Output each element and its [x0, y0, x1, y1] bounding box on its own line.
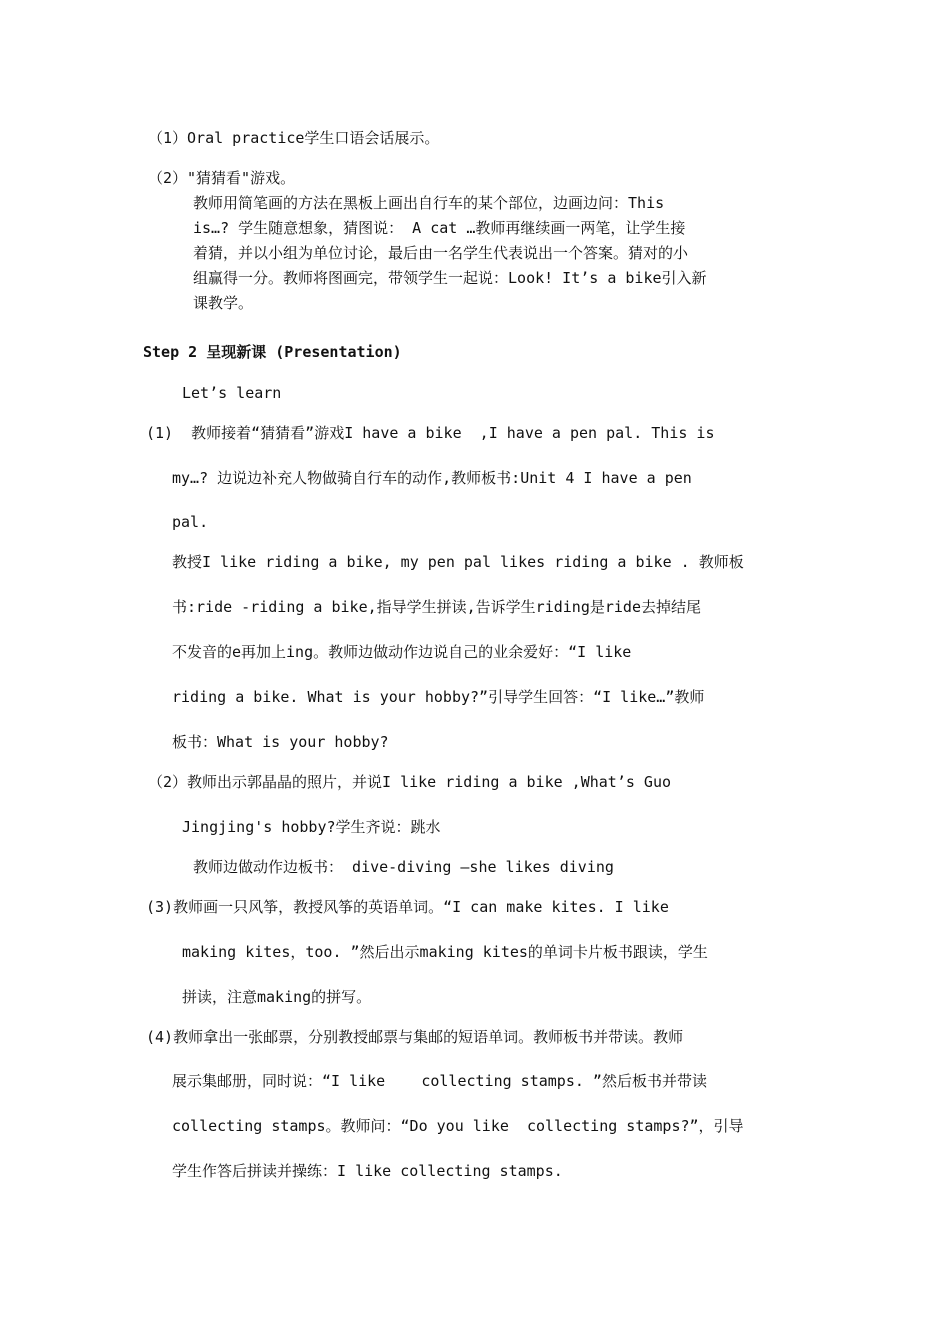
item-3-line: 拼读，注意making的拼写。	[182, 988, 372, 1006]
item-1-line: (1) 教师接着“猜猜看”游戏I have a bike ,I have a pen pal. This is	[146, 424, 715, 442]
item-2-line: 教师边做动作边板书： dive-diving –she likes diving	[193, 858, 614, 876]
oral-practice-line: （1）Oral practice学生口语会话展示。	[148, 129, 440, 147]
paragraph-line: is…? 学生随意想象，猜图说： A cat …教师再继续画一两笔，让学生接	[193, 219, 686, 237]
paragraph-line: 教师用简笔画的方法在黑板上画出自行车的某个部位，边画边问：This	[193, 194, 665, 212]
item-1-line: my…? 边说边补充人物做骑自行车的动作,教师板书:Unit 4 I have a pen	[172, 469, 692, 487]
item-3-line: (3)教师画一只风筝，教授风筝的英语单词。“I can make kites. I like	[146, 898, 669, 916]
guess-game-heading: （2）"猜猜看"游戏。	[148, 169, 296, 187]
item-1-line: riding a bike. What is your hobby?”引导学生回答：“I like…”教师	[172, 688, 705, 706]
item-1-line: 板书：What is your hobby?	[172, 733, 389, 751]
item-4-line: 展示集邮册，同时说：“I like collecting stamps. ”然后板书并带读	[172, 1072, 707, 1090]
item-2-line: （2）教师出示郭晶晶的照片，并说I like riding a bike ,What’s Guo	[148, 773, 672, 791]
item-4-line: collecting stamps。教师问：“Do you like collecting stamps?”，引导	[172, 1117, 744, 1135]
item-1-line: pal.	[172, 513, 209, 531]
paragraph-line: 组赢得一分。教师将图画完，带领学生一起说：Look! It’s a bike引入新	[193, 269, 707, 287]
lets-learn-label: Let’s learn	[182, 384, 282, 402]
item-1-line: 书:ride -riding a bike,指导学生拼读,告诉学生riding是ride去掉结尾	[172, 598, 701, 616]
item-1-line: 不发音的e再加上ing。教师边做动作边说自己的业余爱好：“I like	[172, 643, 632, 661]
item-4-line: (4)教师拿出一张邮票，分别教授邮票与集邮的短语单词。教师板书并带读。教师	[146, 1028, 684, 1046]
item-1-line: 教授I like riding a bike, my pen pal likes riding a bike . 教师板	[172, 553, 744, 571]
item-3-line: making kites，too. ”然后出示making kites的单词卡片板书跟读，学生	[182, 943, 708, 961]
paragraph-line: 课教学。	[193, 294, 254, 312]
item-4-line: 学生作答后拼读并操练：I like collecting stamps.	[172, 1162, 563, 1180]
paragraph-line: 着猜，并以小组为单位讨论，最后由一名学生代表说出一个答案。猜对的小	[193, 244, 689, 262]
item-2-line: Jingjing's hobby?学生齐说：跳水	[182, 818, 441, 836]
step-2-heading: Step 2 呈现新课 (Presentation)	[143, 343, 402, 361]
